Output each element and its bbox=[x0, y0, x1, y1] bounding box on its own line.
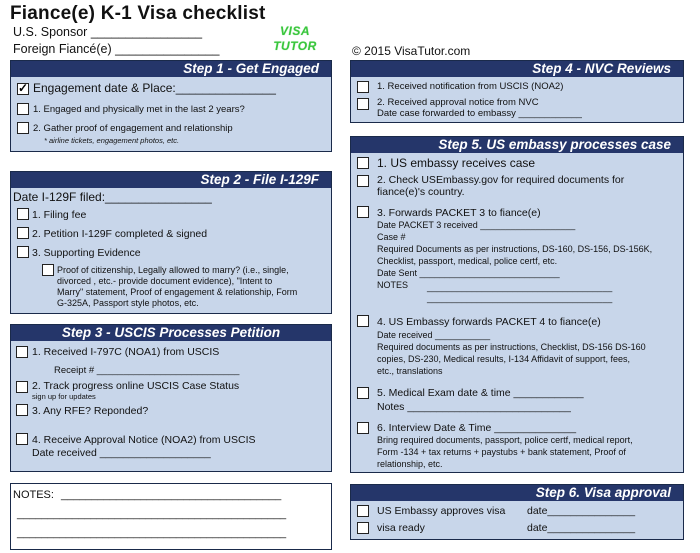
step1-title: Step 1 - Get Engaged bbox=[11, 61, 331, 77]
step3-noa1-checkbox[interactable] bbox=[16, 346, 28, 358]
step3-receipt: Receipt # ___________________________ bbox=[54, 365, 240, 376]
logo-line-1: VISA bbox=[279, 24, 310, 38]
step4-section bbox=[350, 60, 684, 123]
step6-approves-checkbox[interactable] bbox=[357, 505, 369, 517]
step3-rfe-checkbox[interactable] bbox=[16, 404, 28, 416]
step5-date-sent: Date Sent ____________________________ bbox=[377, 268, 560, 278]
step5-interview-docs-3: relationship, etc. bbox=[377, 459, 443, 469]
step6-ready-date: date_______________ bbox=[527, 522, 636, 534]
step5-title: Step 5. US embassy processes case bbox=[351, 137, 683, 153]
step5-check-label-2: fiance(e)'s country. bbox=[377, 186, 465, 198]
step2-evidence-text-3: Marry" statement, Proof of engagement & relationship, Form bbox=[57, 287, 298, 297]
step4-title: Step 4 - NVC Reviews bbox=[351, 61, 683, 77]
step5-packet4-checkbox[interactable] bbox=[357, 315, 369, 327]
step5-receives-checkbox[interactable] bbox=[357, 157, 369, 169]
step1-engagement-checkbox[interactable] bbox=[17, 83, 29, 95]
step5-medical-label: 5. Medical Exam date & time ____________ bbox=[377, 387, 584, 399]
step2-evidence-sub-checkbox[interactable] bbox=[42, 264, 54, 276]
step4-nvc-label: 2. Received approval notice from NVC bbox=[377, 97, 539, 108]
step1-section bbox=[10, 60, 332, 152]
step6-ready-checkbox[interactable] bbox=[357, 522, 369, 534]
step3-date-received: Date received ___________________ bbox=[32, 447, 211, 459]
step5-medical-checkbox[interactable] bbox=[357, 387, 369, 399]
step5-packet4-docs-2: copies, DS-230, Medical results, I-134 Affidavit of support, fees, bbox=[377, 354, 630, 364]
step1-met-label: 1. Engaged and physically met in the last 2 years? bbox=[33, 104, 245, 115]
step5-notes-label: NOTES bbox=[377, 280, 409, 290]
step1-engagement-label: Engagement date & Place:_______________ bbox=[33, 81, 276, 95]
step5-notes-line-1: _____________________________________ bbox=[427, 282, 613, 292]
step3-section bbox=[10, 324, 332, 472]
step6-approves-date: date_______________ bbox=[527, 505, 636, 517]
step5-interview-label: 6. Interview Date & Time ______________ bbox=[377, 422, 577, 434]
step2-evidence-label: 3. Supporting Evidence bbox=[32, 247, 141, 259]
step4-noa2-label: 1. Received notification from USCIS (NOA2) bbox=[377, 81, 564, 92]
step3-track-label: 2. Track progress online USCIS Case Status bbox=[32, 380, 240, 392]
step1-met-checkbox[interactable] bbox=[17, 103, 29, 115]
visatutor-logo bbox=[272, 24, 318, 54]
step6-section bbox=[350, 484, 684, 540]
step1-proof-note: * airline tickets, engagement photos, etc. bbox=[44, 136, 180, 145]
step6-approves-label: US Embassy approves visa bbox=[377, 505, 506, 517]
step2-title: Step 2 - File I-129F bbox=[11, 172, 331, 188]
step5-packet4-docs-3: etc., translations bbox=[377, 366, 443, 376]
step5-medical-notes: Notes ____________________________ bbox=[377, 401, 571, 413]
step2-fee-checkbox[interactable] bbox=[17, 208, 29, 220]
step5-packet3-label: 3. Forwards PACKET 3 to fiance(e) bbox=[377, 207, 541, 219]
step3-track-checkbox[interactable] bbox=[16, 381, 28, 393]
step5-packet4-docs-1: Required documents as per instructions, Checklist, DS-156 DS-160 bbox=[377, 342, 646, 352]
step5-packet3-docs-1: Required Documents as per instructions, DS-160, DS-156, DS-156K, bbox=[377, 244, 653, 254]
step5-packet4-date: Date received ___________ bbox=[377, 330, 491, 340]
step5-packet3-docs-2: Checklist, passport, medical, police certf, etc. bbox=[377, 256, 558, 266]
step2-petition-label: 2. Petition I-129F completed & signed bbox=[32, 228, 208, 240]
step5-case-number: Case # bbox=[377, 232, 406, 242]
step2-petition-checkbox[interactable] bbox=[17, 227, 29, 239]
step5-packet3-date: Date PACKET 3 received ___________________ bbox=[377, 220, 576, 230]
step5-interview-docs-1: Bring required documents, passport, police certf, medical report, bbox=[377, 435, 633, 445]
step2-fee-label: 1. Filing fee bbox=[32, 209, 87, 221]
step3-noa2-checkbox[interactable] bbox=[16, 433, 28, 445]
step5-packet4-label: 4. US Embassy forwards PACKET 4 to fiance(e) bbox=[377, 316, 601, 328]
step2-evidence-text-2: divorced , etc.- provide document evidence), "Intent to bbox=[57, 276, 273, 286]
step5-check-checkbox[interactable] bbox=[357, 175, 369, 187]
step3-title: Step 3 - USCIS Processes Petition bbox=[11, 325, 331, 341]
notes-line-3: ____________________________________________ bbox=[17, 527, 287, 539]
sponsor-line: U.S. Sponsor ________________ bbox=[13, 25, 203, 39]
step3-track-note: sign up for updates bbox=[32, 392, 96, 401]
step5-check-label-1: 2. Check USEmbassy.gov for required documents for bbox=[377, 174, 625, 186]
step6-ready-label: visa ready bbox=[377, 522, 425, 534]
step4-forwarded: Date case forwarded to embassy ____________ bbox=[377, 108, 582, 119]
step1-proof-checkbox[interactable] bbox=[17, 122, 29, 134]
step1-proof-label: 2. Gather proof of engagement and relationship bbox=[33, 123, 233, 134]
page-title: Fiance(e) K-1 Visa checklist bbox=[10, 3, 266, 24]
step5-section bbox=[350, 136, 684, 473]
step3-noa1-label: 1. Received I-797C (NOA1) from USCIS bbox=[32, 346, 220, 358]
step3-noa2-label: 4. Receive Approval Notice (NOA2) from USCIS bbox=[32, 434, 256, 446]
step4-noa2-checkbox[interactable] bbox=[357, 81, 369, 93]
notes-label: NOTES: bbox=[13, 489, 54, 501]
step5-receives-label: 1. US embassy receives case bbox=[377, 156, 536, 170]
foreign-fiance-line: Foreign Fiancé(e) _______________ bbox=[13, 42, 220, 56]
step2-evidence-checkbox[interactable] bbox=[17, 246, 29, 258]
step2-date-filed: Date I-129F filed:________________ bbox=[13, 190, 212, 204]
copyright: © 2015 VisaTutor.com bbox=[352, 44, 471, 58]
notes-section[interactable] bbox=[10, 483, 332, 550]
step5-interview-checkbox[interactable] bbox=[357, 422, 369, 434]
step4-nvc-checkbox[interactable] bbox=[357, 98, 369, 110]
step3-rfe-label: 3. Any RFE? Reponded? bbox=[32, 405, 149, 417]
step5-packet3-checkbox[interactable] bbox=[357, 206, 369, 218]
step2-evidence-text-1: Proof of citizenship, Legally allowed to marry? (i.e., single, bbox=[57, 265, 289, 275]
step2-evidence-text-4: G-325A, Passport style photos, etc. bbox=[57, 298, 199, 308]
step6-title: Step 6. Visa approval bbox=[351, 485, 683, 501]
step5-interview-docs-2: Form -134 + tax returns + paystubs + bank statement, Proof of bbox=[377, 447, 626, 457]
step5-notes-line-2: _____________________________________ bbox=[427, 293, 613, 303]
notes-line-2: ____________________________________________ bbox=[17, 508, 287, 520]
step2-section bbox=[10, 171, 332, 314]
logo-line-2: TUTOR bbox=[273, 39, 317, 53]
notes-line-1: ____________________________________ bbox=[61, 489, 282, 501]
